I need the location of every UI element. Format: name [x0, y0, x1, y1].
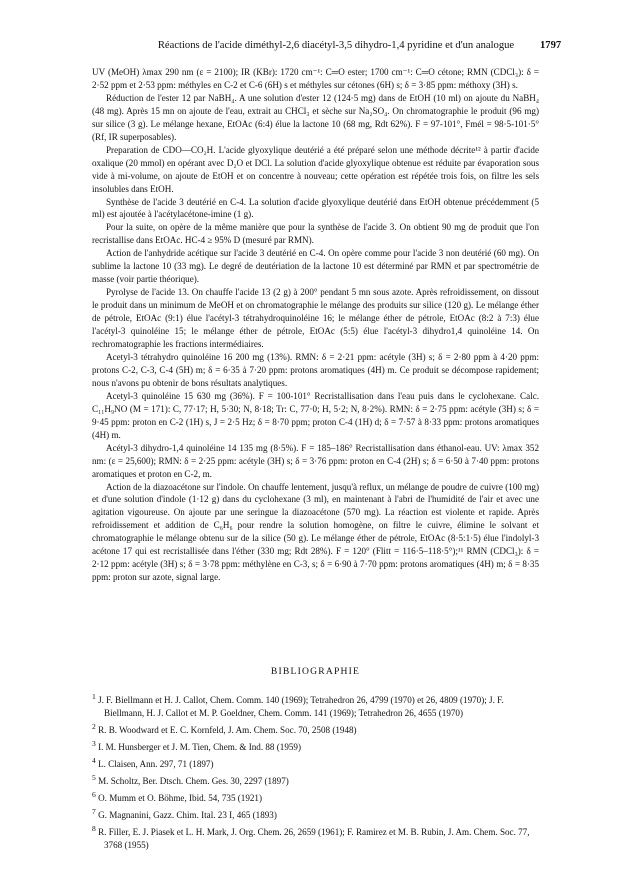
reference-text: L. Claisen, Ann. 297, 71 (1897) — [98, 759, 214, 770]
reference-text: O. Mumm et O. Böhme, Ibid. 54, 735 (1921) — [98, 793, 263, 804]
reference-item — [92, 788, 539, 805]
reference-item — [92, 805, 539, 822]
reference-number: 5 — [92, 773, 96, 783]
paragraph-pyrolyse: Pyrolyse de l'acide 13. On chauffe l'acide 13 (2 g) à 200° pendant 5 mn sous azote. Après refroidissement, on dissout le produit dans un minimum de MeOH et on chromatographie le mélange des produits sur silice (120 g). Le mélange éther de pétrole, EtOAc (9:1) élue l'acétyl-3 tétrahydroquinoléine 16; le mélange éther de pétrole, EtOAc (8:2 à 7:3) élue l'acétyl-3 quinoléine 15; le mélange éther de pétrole, EtOAc (5:5) élue l'acétyl-3 dihydro1,4 quinoléine 14. On rechromatographie les fractions intermédiaires. — [92, 287, 539, 350]
reference-number: 8 — [92, 824, 96, 834]
reference-number: 4 — [92, 756, 96, 766]
reference-number: 3 — [92, 739, 96, 749]
reference-text: J. F. Biellmann et H. J. Callot, Chem. Comm. 140 (1969); Tetrahedron 26, 4799 (1970) et 26, 4809 (1970); J. F. Biellmann, H. J. Callot et M. P. Goeldner, Chem. Comm. 141 (1969); Tetrahedron 26, 4655 (1970) — [98, 695, 504, 719]
reference-item — [92, 720, 539, 737]
reference-item — [92, 737, 539, 754]
bibliography-heading: BIBLIOGRAPHIE — [270, 666, 361, 677]
paragraph-synthese-acide-deuterie: Synthèse de l'acide 3 deutérié en C-4. La solution d'acide glyoxylique deutérié dans EtOH obtenue précédemment (5 ml) est ajoutée à l'acétylacétone-imine (1 g). — [92, 196, 539, 220]
reference-text: M. Scholtz, Ber. Dtsch. Chem. Ges. 30, 2297 (1897) — [98, 776, 289, 787]
reference-text: I. M. Hunsberger et J. M. Tien, Chem. & Ind. 88 (1959) — [98, 742, 301, 753]
paragraph-dihydro-quinoleine: Acétyl-3 dihydro-1,4 quinoléine 14 135 mg (8·5%). F = 185–186° Recristallisation dans éthanol-eau. UV: λmax 352 nm: (ε = 25,600); RMN: δ = 2·25 ppm: acétyle (3H) s; δ = 3·76 ppm: proton en C-4 (2H) s; δ = 6·50 à 7·40 ppm: protons aromatiques et proton en C-2, m. — [92, 442, 539, 479]
reference-number: 7 — [92, 807, 96, 817]
paragraph-diazoacetone-indole: Action de la diazoacétone sur l'indole. On chauffe lentement, jusqu'à reflux, un mélange de poudre de cuivre (100 mg) et d'une solution d'indole (1·12 g) dans du cyclohexane (3 ml), en maintenant à l'abri de l'humidité de l'air et avec une agitation vigoureuse. On ajoute par une seringue la diazoacétone (570 mg). La réaction est violente et rapide. Après refroidissement et addition de C₆H₆ pour rendre la solution homogène, on filtre le cuivre, élimine le solvant et chromatographie le mélange obtenu sur de la silice (50 g). Le mélange éther de pétrole, EtOAc (8·5:1·5) élue l'indolyl-3 acétone 17 qui est recristallisée dans l'éther (330 mg; Rdt 28%). F = 120° (Flitt = 116·5–118·5°);¹¹ RMN (CDCl₃): δ = 2·12 ppm: acétyle (3H) s; δ = 3·78 ppm: méthylène en C-3, s; δ = 6·90 à 7·70 ppm: protons aromatiques (4H) m; δ = 8·35 ppm: proton sur azote, signal large. — [92, 481, 539, 583]
paragraph-suite-synthese: Pour la suite, on opère de la même manière que pour la synthèse de l'acide 3. On obtient 90 mg de produit que l'on recristallise dans EtOAc. HC-4 ≥ 95% D (mesuré par RMN). — [92, 222, 539, 246]
reference-item — [92, 690, 539, 720]
reference-item — [92, 822, 539, 852]
paragraph-acetyl-quinoleine: Acetyl-3 quinoléine 15 630 mg (36%). F = 100-101° Recristallisation dans l'eau puis dans le cyclohexane. Calc. C₁₁H₉NO (M = 171): C, 77·17; H, 5·30; N, 8·18; Tr: C, 77·0; H, 5·2; N, 8·2%). RMN: δ = 2·75 ppm: acétyle (3H) s; δ = 9·45 ppm: proton en C-2 (1H) s, J = 2·5 Hz; δ = 8·70 ppm; proton C-4 (1H) d; δ = 7·57 à 8·33 ppm: protons aromatiques (4H) m. — [92, 390, 539, 440]
running-title: Réactions de l'acide diméthyl-2,6 diacétyl-3,5 dihydro-1,4 pyridine et d'un analogue — [157, 40, 515, 51]
paragraph-spectra-ester: UV (MeOH) λmax 290 nm (ε = 2100); IR (KBr): 1720 cm⁻¹: C═O ester; 1700 cm⁻¹: C═O cétone; RMN (CDCl₃): δ = 2·52 ppm et 2·53 ppm: méthyles en C-2 et C-6 (6H) s et méthyles sur cétones (6H) s; δ = 3·85 ppm: méthoxy (3H) s. — [92, 67, 539, 90]
page-number: 1797 — [540, 40, 562, 51]
reference-item — [92, 754, 539, 771]
reference-text: G. Magnanini, Gazz. Chim. Ital. 23 I, 465 (1893) — [98, 810, 277, 821]
reference-number: 1 — [92, 692, 96, 701]
paragraph-reduction-ester: Réduction de l'ester 12 par NaBH₄. A une solution d'ester 12 (124·5 mg) dans de EtOH (10 ml) on ajoute du NaBH₄ (48 mg). Après 15 mn on ajoute de l'eau, extrait au CHCl₃ et sèche sur Na₂SO₄. On chromatographie le produit (96 mg) sur silice (3 g). Le mélange hexane, EtOAc (6:4) élue la lactone 10 (68 mg, Rdt 62%). F = 97-101°, Fmél = 98·5-101·5° (Rf, IR superposables). — [92, 92, 539, 142]
paragraph-preparation-cdo: Preparation de CDO—CO₂H. L'acide glyoxylique deutérié a été préparé selon une méthode décrite¹² à partir d'acide oxalique (20 mmol) en opérant avec D₂O et DCl. La solution d'acide glyoxylique obtenue est réduite par évaporation sous vide à mi-volume, on ajoute de EtOH et on concentre à nouveau; cette opération est répétée trois fois, on filtre les sels insolubles dans EtOH. — [92, 144, 539, 194]
paragraph-tetrahydro-quinoleine: Acetyl-3 tétrahydro quinoléine 16 200 mg (13%). RMN: δ = 2·21 ppm: acétyle (3H) s; δ = 2·80 ppm à 4·20 ppm: protons C-2, C-3, C-4 (5H) m; δ = 6·35 à 7·20 ppm: protons aromatiques (4H) m. Ce produit se décompose rapidement; nous n'avons pu obtenir de bons résultats analytiques. — [92, 351, 539, 388]
experimental-text — [92, 66, 539, 584]
paragraph-anhydride-acetique: Action de l'anhydride acétique sur l'acide 3 deutérié en C-4. On opère comme pour l'acide 3 non deutérié (60 mg). On sublime la lactone 10 (33 mg). Le degré de deutériation de la lactone 10 est déterminé par RMN et par spectrométrie de masse (voir partie théorique). — [92, 248, 539, 285]
reference-item — [92, 771, 539, 788]
reference-number: 2 — [92, 722, 96, 732]
reference-text: R. B. Woodward et E. C. Kornfeld, J. Am. Chem. Soc. 70, 2508 (1948) — [98, 725, 357, 736]
reference-list — [92, 690, 539, 852]
reference-text: R. Filler, E. J. Piasek et L. H. Mark, J. Org. Chem. 26, 2659 (1961); F. Ramirez et M. B. Rubin, J. Am. Chem. Soc. 77, 3768 (1955) — [98, 827, 530, 851]
reference-number: 6 — [92, 790, 96, 800]
